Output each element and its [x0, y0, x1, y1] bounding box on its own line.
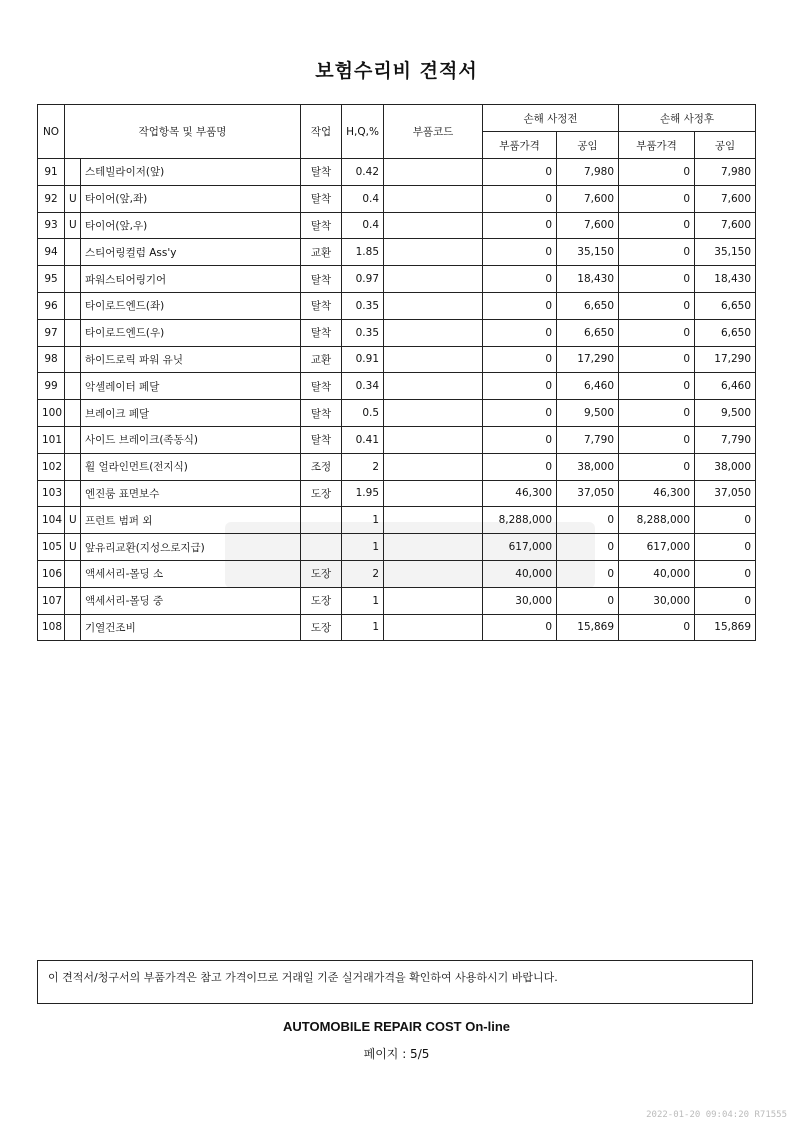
table-row: [38, 587, 756, 614]
row-part-code: [384, 266, 483, 293]
table-row: [38, 159, 756, 186]
row-before-parts-price: 0: [483, 212, 557, 239]
row-part-code: [384, 587, 483, 614]
table-row: [38, 292, 756, 319]
row-operation: 탈착: [301, 292, 342, 319]
table-row: [38, 239, 756, 266]
row-before-parts-price: 0: [483, 292, 557, 319]
row-operation: [301, 507, 342, 534]
row-before-parts-price: 30,000: [483, 587, 557, 614]
row-hq: 1: [342, 587, 384, 614]
row-after-parts-price: 40,000: [619, 560, 695, 587]
row-no: 101: [38, 426, 65, 453]
row-no: 98: [38, 346, 65, 373]
row-part-code: [384, 480, 483, 507]
row-after-parts-price: 30,000: [619, 587, 695, 614]
row-after-parts-price: 0: [619, 614, 695, 641]
header-after-labor: 공임: [695, 132, 756, 159]
row-after-parts-price: 617,000: [619, 534, 695, 561]
table-row: [38, 185, 756, 212]
row-operation: 탈착: [301, 266, 342, 293]
table-row: [38, 534, 756, 561]
row-hq: 0.4: [342, 212, 384, 239]
row-operation: 조정: [301, 453, 342, 480]
table-row: [38, 453, 756, 480]
row-operation: 교환: [301, 346, 342, 373]
row-operation: 교환: [301, 239, 342, 266]
row-part-code: [384, 292, 483, 319]
row-after-labor: 38,000: [695, 453, 756, 480]
row-item-name: 휠 얼라인먼트(전지식): [81, 453, 301, 480]
row-no: 104: [38, 507, 65, 534]
row-u-flag: [65, 560, 81, 587]
row-part-code: [384, 534, 483, 561]
row-before-labor: 37,050: [557, 480, 619, 507]
row-item-name: 타이어(앞,좌): [81, 185, 301, 212]
row-after-labor: 0: [695, 560, 756, 587]
row-operation: 탈착: [301, 185, 342, 212]
row-after-labor: 7,790: [695, 426, 756, 453]
row-before-labor: 0: [557, 534, 619, 561]
header-before-parts-price: 부품가격: [483, 132, 557, 159]
row-before-labor: 7,600: [557, 212, 619, 239]
row-before-labor: 7,790: [557, 426, 619, 453]
row-before-labor: 17,290: [557, 346, 619, 373]
row-after-parts-price: 0: [619, 319, 695, 346]
row-before-labor: 7,600: [557, 185, 619, 212]
row-u-flag: U: [65, 507, 81, 534]
row-item-name: 하이드로릭 파워 유닛: [81, 346, 301, 373]
row-part-code: [384, 426, 483, 453]
estimate-rows: [38, 159, 756, 641]
header-part-code: 부품코드: [384, 105, 483, 159]
row-no: 106: [38, 560, 65, 587]
row-hq: 0.34: [342, 373, 384, 400]
row-after-parts-price: 0: [619, 373, 695, 400]
row-after-labor: 7,600: [695, 185, 756, 212]
row-u-flag: U: [65, 185, 81, 212]
row-no: 91: [38, 159, 65, 186]
row-hq: 2: [342, 560, 384, 587]
row-hq: 0.5: [342, 400, 384, 427]
row-u-flag: [65, 614, 81, 641]
row-part-code: [384, 560, 483, 587]
table-row: [38, 212, 756, 239]
row-part-code: [384, 614, 483, 641]
table-row: [38, 480, 756, 507]
row-after-parts-price: 46,300: [619, 480, 695, 507]
row-u-flag: [65, 239, 81, 266]
row-before-labor: 6,650: [557, 319, 619, 346]
row-hq: 0.41: [342, 426, 384, 453]
row-before-labor: 38,000: [557, 453, 619, 480]
row-before-parts-price: 0: [483, 426, 557, 453]
row-hq: 1: [342, 614, 384, 641]
row-item-name: 프런트 범퍼 외: [81, 507, 301, 534]
row-part-code: [384, 373, 483, 400]
row-no: 102: [38, 453, 65, 480]
row-after-parts-price: 0: [619, 400, 695, 427]
header-item: 작업항목 및 부품명: [65, 105, 301, 159]
row-after-labor: 9,500: [695, 400, 756, 427]
row-item-name: 타이로드엔드(좌): [81, 292, 301, 319]
row-part-code: [384, 319, 483, 346]
row-operation: 탈착: [301, 426, 342, 453]
row-item-name: 타이로드엔드(우): [81, 319, 301, 346]
row-hq: 1: [342, 507, 384, 534]
table-row: [38, 266, 756, 293]
row-after-parts-price: 0: [619, 159, 695, 186]
row-after-parts-price: 0: [619, 212, 695, 239]
row-before-parts-price: 0: [483, 159, 557, 186]
row-item-name: 엔진룸 표면보수: [81, 480, 301, 507]
row-item-name: 스테빌라이저(앞): [81, 159, 301, 186]
row-item-name: 악셀레이터 페달: [81, 373, 301, 400]
header-hq: H,Q,%: [342, 105, 384, 159]
row-after-labor: 6,650: [695, 319, 756, 346]
table-row: [38, 346, 756, 373]
row-operation: 도장: [301, 560, 342, 587]
row-hq: 0.4: [342, 185, 384, 212]
notice-box: [37, 960, 753, 1004]
header-before-labor: 공임: [557, 132, 619, 159]
row-after-parts-price: 0: [619, 292, 695, 319]
row-no: 92: [38, 185, 65, 212]
row-no: 107: [38, 587, 65, 614]
row-operation: [301, 534, 342, 561]
row-before-parts-price: 0: [483, 319, 557, 346]
row-hq: 2: [342, 453, 384, 480]
table-row: [38, 400, 756, 427]
row-before-labor: 0: [557, 560, 619, 587]
row-hq: 1.95: [342, 480, 384, 507]
row-item-name: 앞유리교환(지성으로지급): [81, 534, 301, 561]
row-before-labor: 7,980: [557, 159, 619, 186]
row-operation: 도장: [301, 614, 342, 641]
row-after-parts-price: 0: [619, 266, 695, 293]
row-before-parts-price: 617,000: [483, 534, 557, 561]
row-before-parts-price: 0: [483, 346, 557, 373]
row-after-parts-price: 0: [619, 426, 695, 453]
table-row: [38, 426, 756, 453]
row-hq: 0.42: [342, 159, 384, 186]
document-title: 보험수리비 견적서: [315, 60, 478, 82]
row-u-flag: U: [65, 534, 81, 561]
row-hq: 1.85: [342, 239, 384, 266]
row-after-parts-price: 0: [619, 453, 695, 480]
row-operation: 탈착: [301, 373, 342, 400]
row-after-parts-price: 0: [619, 346, 695, 373]
header-before-assessment: 손해 사정전: [483, 105, 619, 132]
table-row: [38, 614, 756, 641]
row-u-flag: [65, 480, 81, 507]
row-item-name: 스티어링컬럼 Ass'y: [81, 239, 301, 266]
row-u-flag: [65, 292, 81, 319]
header-no: NO: [38, 105, 65, 159]
row-hq: 0.35: [342, 292, 384, 319]
header-operation: 작업: [301, 105, 342, 159]
row-operation: 도장: [301, 587, 342, 614]
row-before-labor: 0: [557, 587, 619, 614]
row-u-flag: [65, 346, 81, 373]
row-no: 97: [38, 319, 65, 346]
row-before-labor: 6,460: [557, 373, 619, 400]
row-after-labor: 6,650: [695, 292, 756, 319]
table-row: [38, 507, 756, 534]
row-item-name: 사이드 브레이크(족동식): [81, 426, 301, 453]
table-row: [38, 319, 756, 346]
row-part-code: [384, 346, 483, 373]
row-no: 100: [38, 400, 65, 427]
row-hq: 1: [342, 534, 384, 561]
row-no: 93: [38, 212, 65, 239]
estimate-table: [37, 104, 756, 641]
row-operation: 탈착: [301, 319, 342, 346]
row-after-labor: 17,290: [695, 346, 756, 373]
row-before-parts-price: 0: [483, 614, 557, 641]
footer-title: AUTOMOBILE REPAIR COST On-line: [282, 1019, 511, 1034]
row-item-name: 액세서리-몰딩 중: [81, 587, 301, 614]
row-u-flag: [65, 373, 81, 400]
row-item-name: 파워스티어링기어: [81, 266, 301, 293]
row-after-labor: 6,460: [695, 373, 756, 400]
row-item-name: 액세서리-몰딩 소: [81, 560, 301, 587]
row-operation: 탈착: [301, 400, 342, 427]
notice-text: 이 견적서/청구서의 부품가격은 참고 가격이므로 거래일 기준 실거래가격을 확인하여 사용하시기 바랍니다.: [48, 971, 558, 984]
row-before-parts-price: 8,288,000: [483, 507, 557, 534]
row-before-parts-price: 40,000: [483, 560, 557, 587]
row-after-labor: 0: [695, 507, 756, 534]
row-before-labor: 18,430: [557, 266, 619, 293]
row-before-parts-price: 0: [483, 373, 557, 400]
row-item-name: 타이어(앞,우): [81, 212, 301, 239]
row-item-name: 브레이크 페달: [81, 400, 301, 427]
page-number: 페이지 : 5/5: [363, 1047, 430, 1061]
row-after-parts-price: 0: [619, 185, 695, 212]
row-after-labor: 35,150: [695, 239, 756, 266]
row-u-flag: [65, 453, 81, 480]
row-before-parts-price: 46,300: [483, 480, 557, 507]
row-u-flag: [65, 266, 81, 293]
row-u-flag: [65, 587, 81, 614]
row-operation: 도장: [301, 480, 342, 507]
table-row: [38, 373, 756, 400]
row-part-code: [384, 507, 483, 534]
row-before-parts-price: 0: [483, 266, 557, 293]
row-operation: 탈착: [301, 159, 342, 186]
row-after-parts-price: 8,288,000: [619, 507, 695, 534]
row-after-labor: 15,869: [695, 614, 756, 641]
row-u-flag: [65, 426, 81, 453]
row-no: 96: [38, 292, 65, 319]
row-no: 103: [38, 480, 65, 507]
row-operation: 탈착: [301, 212, 342, 239]
row-part-code: [384, 212, 483, 239]
row-after-labor: 37,050: [695, 480, 756, 507]
row-before-parts-price: 0: [483, 400, 557, 427]
row-before-labor: 0: [557, 507, 619, 534]
row-before-parts-price: 0: [483, 239, 557, 266]
row-after-labor: 7,980: [695, 159, 756, 186]
row-before-labor: 35,150: [557, 239, 619, 266]
row-after-parts-price: 0: [619, 239, 695, 266]
row-u-flag: U: [65, 212, 81, 239]
row-hq: 0.91: [342, 346, 384, 373]
row-item-name: 기열건조비: [81, 614, 301, 641]
row-after-labor: 0: [695, 587, 756, 614]
print-timestamp: 2022-01-20 09:04:20 R71555: [646, 1110, 787, 1120]
row-no: 105: [38, 534, 65, 561]
row-after-labor: 7,600: [695, 212, 756, 239]
row-after-labor: 0: [695, 534, 756, 561]
row-part-code: [384, 159, 483, 186]
row-before-parts-price: 0: [483, 185, 557, 212]
row-no: 99: [38, 373, 65, 400]
row-part-code: [384, 453, 483, 480]
row-hq: 0.97: [342, 266, 384, 293]
row-hq: 0.35: [342, 319, 384, 346]
row-part-code: [384, 185, 483, 212]
row-part-code: [384, 400, 483, 427]
row-no: 95: [38, 266, 65, 293]
header-after-parts-price: 부품가격: [619, 132, 695, 159]
row-u-flag: [65, 400, 81, 427]
row-part-code: [384, 239, 483, 266]
row-after-labor: 18,430: [695, 266, 756, 293]
row-before-labor: 6,650: [557, 292, 619, 319]
row-u-flag: [65, 159, 81, 186]
row-before-labor: 9,500: [557, 400, 619, 427]
row-no: 94: [38, 239, 65, 266]
header-after-assessment: 손해 사정후: [619, 105, 756, 132]
table-row: [38, 560, 756, 587]
row-before-parts-price: 0: [483, 453, 557, 480]
row-before-labor: 15,869: [557, 614, 619, 641]
row-no: 108: [38, 614, 65, 641]
row-u-flag: [65, 319, 81, 346]
